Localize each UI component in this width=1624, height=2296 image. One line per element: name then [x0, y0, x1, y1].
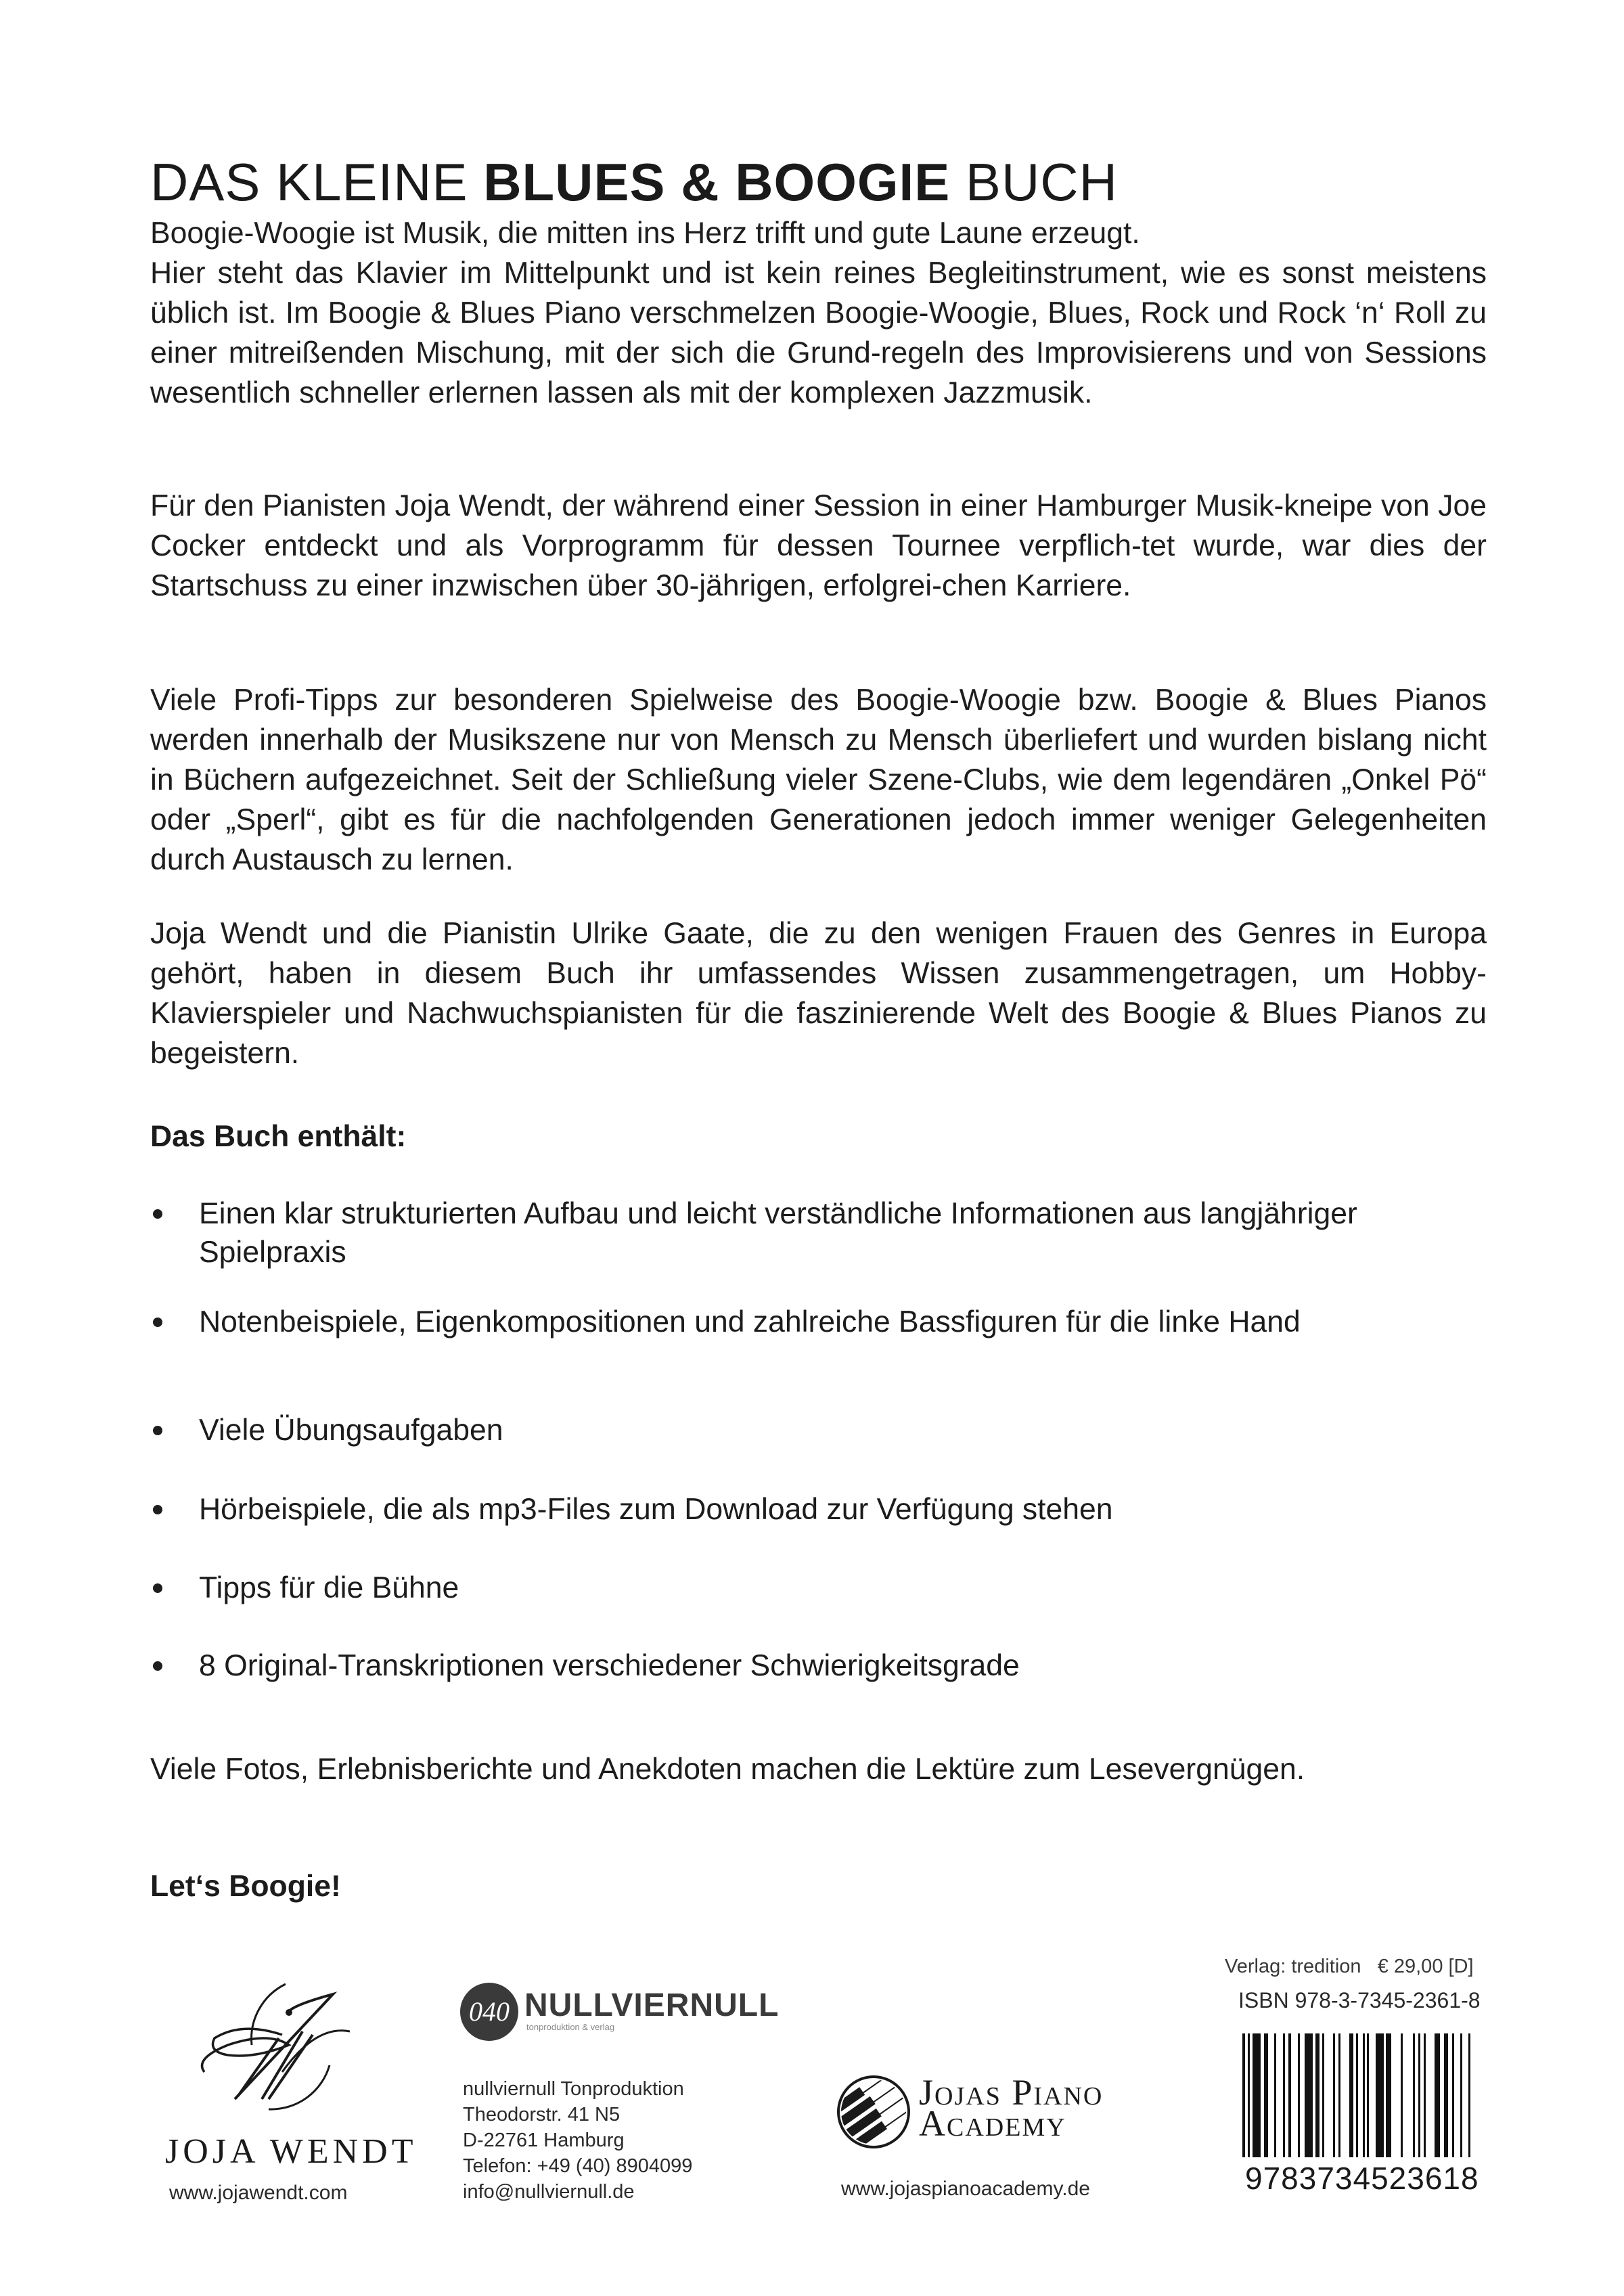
feature-item [150, 1646, 1020, 1685]
paragraph-authors: Joja Wendt und die Pianistin Ulrike Gaate, die zu den wenigen Frauen des Genres in Europa gehört, haben in diesem Buch ihr umfassendes Wissen zusammengetragen, um Hobby-Klavierspieler und Nachwuchspianisten für die faszinierende Welt des Boogie & Blues Pianos zu begeistern. [150, 917, 1487, 1070]
feature-text: Viele Übungsaufgaben [199, 1414, 503, 1447]
jpa-line-2: Academy [919, 2103, 1066, 2144]
feature-text: Tipps für die Bühne [199, 1571, 459, 1604]
nullviernull-address [463, 2076, 692, 2205]
paragraph-profi-tipps: Viele Profi-Tipps zur besonderen Spielweise des Boogie-Woogie bzw. Boogie & Blues Pianos werden innerhalb der Musikszene nur von Mensch zu Mensch überliefert und wurden bislang nicht in Büchern aufgezeichnet. Seit der Schließung vieler Szene-Clubs, wie dem legendären „Onkel Pö“ oder „Sperl“, gibt es für die nachfolgenden Generationen jedoch immer weniger Gelegenheiten durch Austausch zu lernen. [150, 683, 1487, 876]
feature-text: Hörbeispiele, die als mp3-Files zum Download zur Verfügung stehen [199, 1493, 1113, 1526]
title-part-3: BUCH [950, 152, 1118, 212]
jojas-piano-academy-url[interactable]: www.jojaspianoacademy.de [841, 2178, 1090, 2200]
publisher-label: Verlag: tredition [1225, 1956, 1361, 1977]
address-phone: Telefon: +49 (40) 8904099 [463, 2155, 693, 2177]
closing-paragraph: Viele Fotos, Erlebnisberichte und Anekdoten machen die Lektüre zum Lesevergnügen. [150, 1753, 1305, 1786]
jpa-line-1: Jojas Piano [919, 2072, 1104, 2113]
bullet-icon [153, 1583, 162, 1593]
paragraph-intro-body: Hier steht das Klavier im Mittelpunkt und ist kein reines Begleitinstrument, wie es sonst meistens üblich ist. Im Boogie & Blues Piano verschmelzen Boogie-Woogie, Blues, Rock und Rock ‘n‘ Roll zu einer mitreißenden Mischung, mit der sich die Grund-regeln des Improvisierens und von Sessions wesentlich schneller erlernen lassen als mit der komplexen Jazzmusik. [150, 256, 1487, 409]
jw-monogram-icon [187, 1971, 350, 2113]
feature-text: Einen klar strukturierten Aufbau und leicht verständliche Informationen aus langjähriger Spielpraxis [199, 1197, 1357, 1269]
joja-wendt-logo [150, 1971, 418, 2204]
bullet-icon [153, 1505, 162, 1514]
feature-item [150, 1411, 503, 1449]
paragraph-intro [150, 213, 1487, 413]
title-part-1: DAS KLEINE [150, 152, 484, 212]
jojas-piano-academy-wordmark [919, 2072, 1104, 2144]
address-company: nullviernull Tonproduktion [463, 2078, 684, 2100]
joja-wendt-name: JOJA WENDT [165, 2132, 418, 2171]
address-city: D-22761 Hamburg [463, 2130, 625, 2151]
paragraph-joja-career: Für den Pianisten Joja Wendt, der während einer Session in einer Hamburger Musik-kneipe von Joe Cocker entdeckt und als Vorprogramm für dessen Tournee verpflich-tet wurde, war dies der Startschuss zu einer inzwischen über 30-jährigen, erfolgrei-chen Karriere. [150, 489, 1487, 602]
price: € 29,00 [D] [1377, 1956, 1474, 1977]
publisher-price-line [1225, 1956, 1474, 1978]
address-street: Theodorstr. 41 N5 [463, 2104, 621, 2125]
barcode-digits: 9783734523618 [1245, 2161, 1479, 2196]
address-email[interactable]: info@nullviernull.de [463, 2181, 635, 2203]
nullviernull-logo [460, 1983, 780, 2032]
joja-wendt-url[interactable]: www.jojawendt.com [169, 2182, 348, 2204]
bullet-icon [153, 1209, 162, 1219]
feature-text: 8 Original-Transkriptionen verschiedener Schwierigkeitsgrade [199, 1649, 1020, 1682]
feature-text: Notenbeispiele, Eigenkompositionen und zahlreiche Bassfiguren für die linke Hand [199, 1305, 1301, 1338]
nullviernull-wordmark: NULLVIERNULL [524, 1987, 780, 2023]
nullviernull-circle-icon: 040 [460, 1983, 518, 2041]
isbn: ISBN 978-3-7345-2361-8 [1238, 1988, 1481, 2012]
feature-item [150, 1303, 1301, 1341]
bullet-icon [153, 1426, 162, 1435]
feature-item [150, 1194, 1497, 1271]
jojas-piano-academy-logo [836, 2074, 1147, 2148]
paragraph-intro-line-1: Boogie-Woogie ist Musik, die mitten ins Herz trifft und gute Laune erzeugt. [150, 217, 1140, 250]
signoff: Let‘s Boogie! [150, 1870, 341, 1903]
bullet-icon [153, 1661, 162, 1671]
ean-barcode-icon [1230, 2033, 1481, 2157]
nullviernull-tagline: tonproduktion & verlag [526, 2022, 615, 2032]
piano-keys-circle-icon [836, 2074, 911, 2150]
feature-item [150, 1569, 459, 1607]
feature-item [150, 1490, 1113, 1529]
title-part-bold: BLUES & BOOGIE [483, 152, 951, 212]
bullet-icon [153, 1318, 162, 1327]
book-title [150, 152, 1118, 212]
contents-heading: Das Buch enthält: [150, 1120, 407, 1153]
